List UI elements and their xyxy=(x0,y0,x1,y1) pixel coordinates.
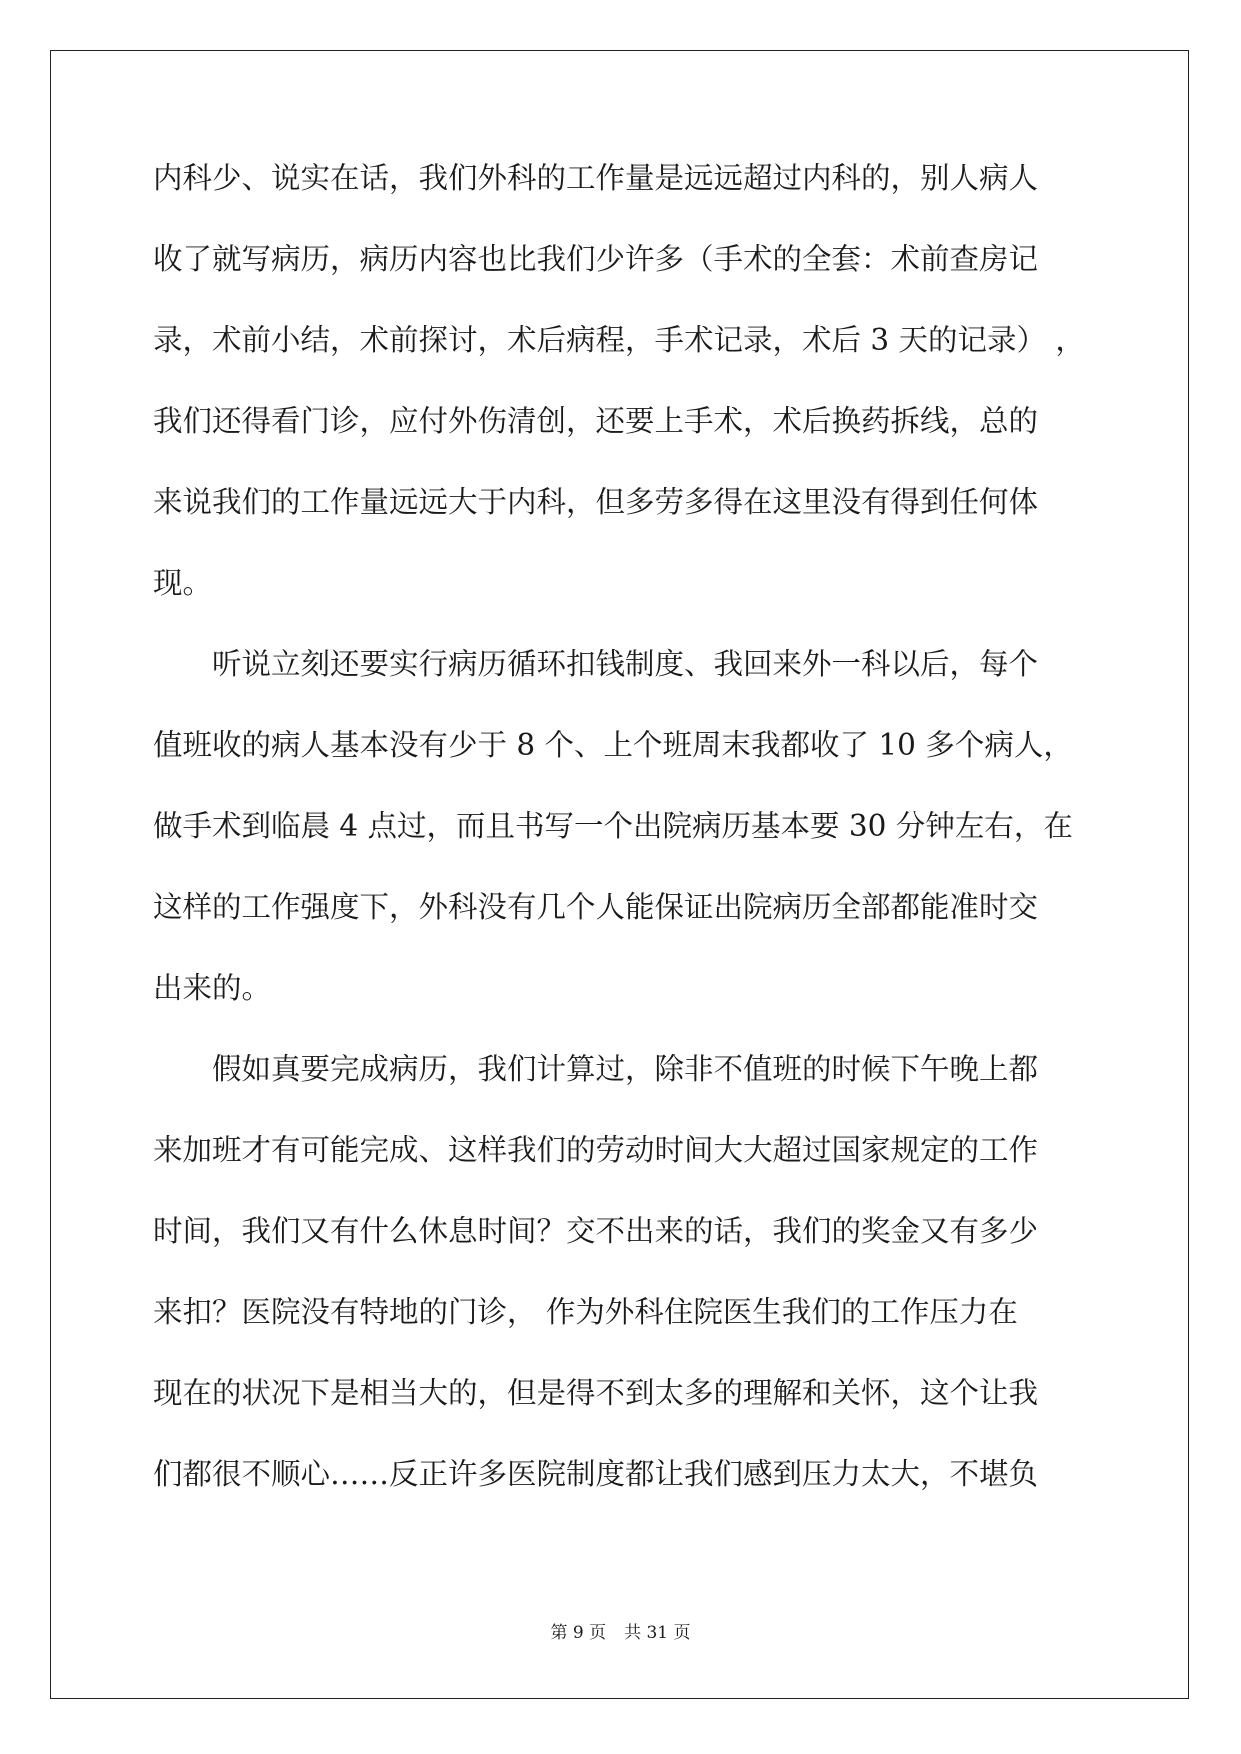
text-line: 出来的。 xyxy=(153,971,272,1005)
text-line: 听说立刻还要实行病历循环扣钱制度、我回来外一科以后，每个 xyxy=(153,647,1039,681)
text-line: 收了就写病历，病历内容也比我们少许多（手术的全套：术前查房记 xyxy=(153,242,1039,276)
text-line: 现在的状况下是相当大的，但是得不到太多的理解和关怀，这个让我 xyxy=(153,1376,1039,1410)
document-body xyxy=(153,160,1093,1537)
text-line: 我们还得看门诊，应付外伤清创，还要上手术，术后换药拆线，总的 xyxy=(153,404,1039,438)
text-line: 来加班才有可能完成、这样我们的劳动时间大大超过国家规定的工作 xyxy=(153,1133,1039,1167)
text-line: 内科少、说实在话，我们外科的工作量是远远超过内科的，别人病人 xyxy=(153,161,1039,195)
text-line: 做手术到临晨 4 点过，而且书写一个出院病历基本要 30 分钟左右，在 xyxy=(153,809,1073,843)
text-line: 来扣？医院没有特地的门诊， 作为外科住院医生我们的工作压力在 xyxy=(153,1295,1018,1329)
total-pages: 共 31 页 xyxy=(624,1623,691,1643)
text-line: 录，术前小结，术前探讨，术后病程，手术记录，术后 3 天的记录） ， xyxy=(153,323,1085,357)
text-line: 时间，我们又有什么休息时间？交不出来的话，我们的奖金又有多少 xyxy=(153,1214,1039,1248)
text-line: 值班收的病人基本没有少于 8 个、上个班周末我都收了 10 多个病人， xyxy=(153,728,1073,762)
text-line: 们都很不顺心……反正许多医院制度都让我们感到压力太大，不堪负 xyxy=(153,1457,1039,1491)
page-footer xyxy=(0,1618,1241,1643)
text-line: 来说我们的工作量远远大于内科，但多劳多得在这里没有得到任何体 xyxy=(153,485,1039,519)
text-line: 这样的工作强度下，外科没有几个人能保证出院病历全部都能准时交 xyxy=(153,890,1039,924)
page-number: 第 9 页 xyxy=(550,1623,607,1643)
text-line: 假如真要完成病历，我们计算过，除非不值班的时候下午晚上都 xyxy=(153,1052,1039,1086)
text-line: 现。 xyxy=(153,566,213,600)
